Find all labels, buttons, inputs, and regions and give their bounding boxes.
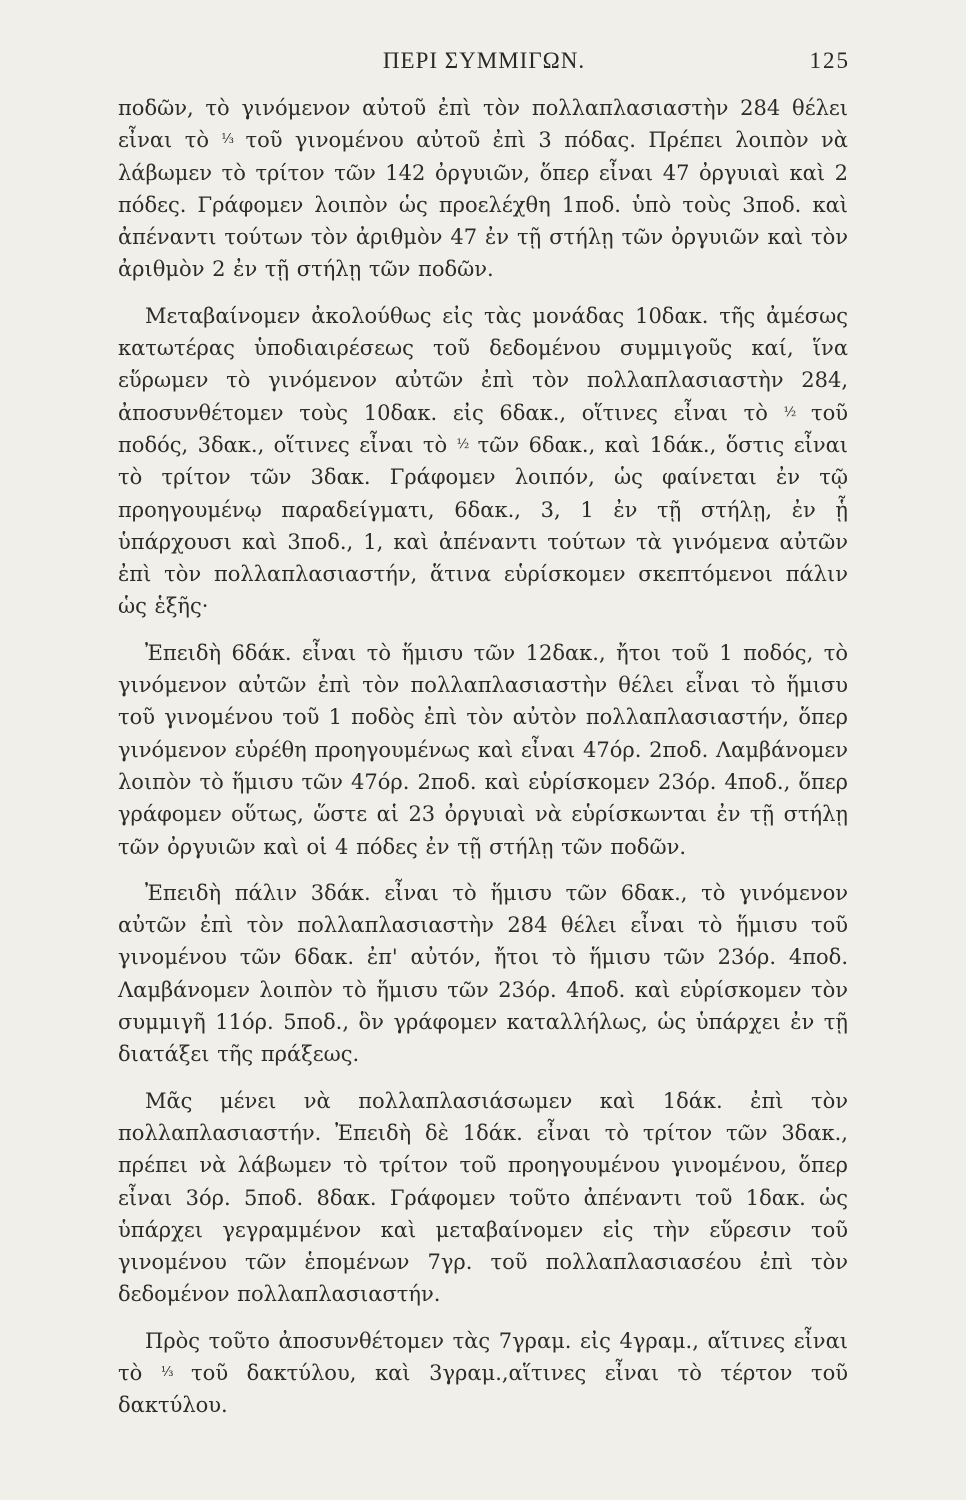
- fraction-one-third: ⅓: [221, 132, 234, 148]
- page-number: 125: [809, 48, 850, 73]
- fraction-one-third: ⅓: [160, 1364, 173, 1380]
- paragraph-6: [118, 1325, 848, 1422]
- text-run: τῶν 6δακ., καὶ 1δάκ., ὅστις εἶναι τὸ τρίτον τῶν 3δακ. Γράφομεν λοιπόν, ὡς φαίνεται ἐν τῷ προηγουμένῳ παραδείγματι, 6δακ., 3, 1 ἐν τῇ στήλῃ, ἐν ᾗ ὑπάρχουσι καὶ 3ποδ., 1, καὶ ἀπέναντι τούτων τὰ γινόμενα αὐτῶν ἐπὶ τὸν πολλαπλασιαστήν, ἅτινα εὑρίσκομεν σκεπτόμενοι πάλιν ὡς ἑξῆς·: [118, 432, 848, 619]
- text-run: Μεταβαίνομεν ἀκολούθως εἰς τὰς μονάδας 10δακ. τῆς ἀμέσως κατωτέρας ὑποδιαιρέσεως τοῦ δεδομένου συμμιγοῦς καί, ἵνα εὕρωμεν τὸ γινόμενον αὐτῶν ἐπὶ τὸν πολλαπλασιαστὴν 284, ἀποσυνθέτομεν τοὺς 10δακ. εἰς 6δακ., οἵτινες εἶναι τὸ: [118, 303, 848, 425]
- body-text: [118, 92, 848, 1422]
- text-run: ποδῶν, τὸ γινόμενον αὐτοῦ ἐπὶ τὸν πολλαπλασιαστὴν 284 θέλει εἶναι τὸ: [118, 96, 848, 153]
- text-run: τοῦ ποδός, 3δακ., οἵτινες εἶναι τὸ: [118, 400, 848, 457]
- paragraph-2: [118, 300, 848, 623]
- paragraph-1: [118, 92, 848, 286]
- text-run: Μᾶς μένει νὰ πολλαπλασιάσωμεν καὶ 1δάκ. ἐπὶ τὸν πολλαπλασιαστήν. Ἐπειδὴ δὲ 1δάκ. εἶναι τὸ τρίτον τῶν 3δακ., πρέπει νὰ λάβωμεν τὸ τρίτον τοῦ προηγουμένου γινομένου, ὅπερ εἶναι 3όρ. 5ποδ. 8δακ. Γράφομεν τοῦτο ἀπέναντι τοῦ 1δακ. ὡς ὑπάρχει γεγραμμένον καὶ μεταβαίνομεν εἰς τὴν εὕρεσιν τοῦ γινομένου τῶν ἑπομένων 7γρ. τοῦ πολλαπλασιασέου ἐπὶ τὸν δεδομένον πολλαπλασιαστήν.: [118, 1088, 848, 1307]
- text-run: Ἐπειδὴ πάλιν 3δάκ. εἶναι τὸ ἥμισυ τῶν 6δακ., τὸ γινόμενον αὐτῶν ἐπὶ τὸν πολλαπλασιαστὴν 284 θέλει εἶναι τὸ ἥμισυ τοῦ γινομένου τῶν 6δακ. ἐπ' αὐτόν, ἤτοι τὸ ἥμισυ τῶν 23όρ. 4ποδ. Λαμβάνομεν λοιπὸν τὸ ἥμισυ τῶν 23όρ. 4ποδ. καὶ εὑρίσκομεν τὸν συμμιγῆ 11όρ. 5ποδ., ὃν γράφομεν καταλλήλως, ὡς ὑπάρχει ἐν τῇ διατάξει τῆς πράξεως.: [118, 880, 848, 1067]
- fraction-one-half: ½: [783, 404, 796, 420]
- page-header: [118, 42, 850, 82]
- text-run: τοῦ δακτύλου, καὶ 3γραμ.,αἵτινες εἶναι τὸ τέρτον τοῦ δακτύλου.: [118, 1360, 849, 1418]
- text-run: τοῦ γινομένου αὐτοῦ ἐπὶ 3 πόδας. Πρέπει λοιπὸν νὰ λάβωμεν τὸ τρίτον τῶν 142 ὀργυιῶν, ὅπερ εἶναι 47 ὀργυιαὶ καὶ 2 πόδες. Γράφομεν λοιπὸν ὡς προελέχθη 1ποδ. ὑπὸ τοὺς 3ποδ. καὶ ἀπέναντι τούτων τὸν ἀριθμὸν 47 ἐν τῇ στήλῃ τῶν ὀργυιῶν καὶ τὸν ἀριθμὸν 2 ἐν τῇ στήλῃ τῶν ποδῶν.: [118, 128, 848, 282]
- text-run: Ἐπειδὴ 6δάκ. εἶναι τὸ ἥμισυ τῶν 12δακ., ἤτοι τοῦ 1 ποδός, τὸ γινόμενον αὐτῶν ἐπὶ τὸν πολλαπλασιαστὴν θέλει εἶναι τὸ ἥμισυ τοῦ γινομένου τοῦ 1 ποδὸς ἐπὶ τὸν αὐτὸν πολλαπλασιαστήν, ὅπερ γινόμενον εὑρέθη προηγουμένως καὶ εἶναι 47όρ. 2ποδ. Λαμβάνομεν λοιπὸν τὸ ἥμισυ τῶν 47όρ. 2ποδ. καὶ εὑρίσκομεν 23όρ. 4ποδ., ὅπερ γράφομεν οὕτως, ὥστε αἱ 23 ὀργυιαὶ νὰ εὑρίσκωνται ἐν τῇ στήλῃ τῶν ὀργυιῶν καὶ οἱ 4 πόδες ἐν τῇ στήλῃ τῶν ποδῶν.: [118, 640, 848, 859]
- text-run: Πρὸς τοῦτο ἀποσυνθέτομεν τὰς 7γραμ. εἰς 4γραμ., αἵτινες εἶναι τὸ: [118, 1328, 848, 1385]
- paragraph-4: [118, 877, 848, 1071]
- paragraph-5: [118, 1085, 848, 1311]
- fraction-one-half: ½: [456, 436, 469, 452]
- paragraph-3: [118, 637, 848, 863]
- running-title: ΠΕΡΙ ΣΥΜΜΙΓΩΝ.: [382, 48, 586, 73]
